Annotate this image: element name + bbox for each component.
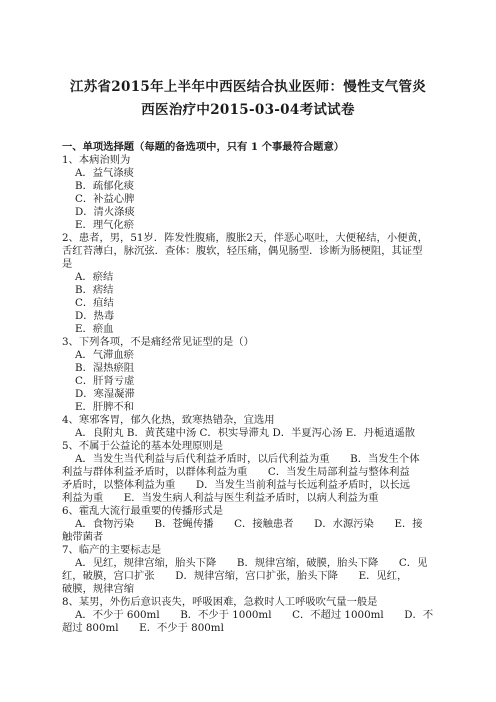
option-line: C．疽结	[75, 297, 114, 309]
question-line: 7、临产的主要标志是	[62, 544, 162, 556]
section-heading: 一、单项选择题（每题的备选项中，只有 1 个事最符合题意）	[62, 141, 345, 153]
question-line: 1、本病治则为	[62, 154, 131, 166]
option-line: C．补益心脾	[75, 193, 135, 205]
document-title-line2: 西医治疗中2015-03-04考试试卷	[141, 102, 355, 118]
option-line: E．肝脾不和	[75, 401, 135, 413]
option-line: C．肝肾亏虚	[75, 375, 135, 387]
option-line: B．痞结	[75, 284, 114, 296]
option-line: A．益气涤痰	[75, 167, 134, 179]
continuation-line: 是	[62, 258, 73, 270]
question-line: 3、下列各项，不是痛经常见证型的是（）	[62, 336, 254, 348]
continuation-line: 矛盾时，以整体利益为重 D．当发生当前利益与长远利益矛盾时，以长远	[62, 479, 411, 491]
question-line: 4、寒邪客胃，郁久化热，致寒热错杂，宜选用	[62, 414, 275, 426]
option-line: B．湿热瘀阻	[75, 362, 135, 374]
continuation-line: 破膜，规律宫缩	[62, 583, 135, 595]
continuation-line: 利益与群体利益矛盾时，以群体利益为重 C．当发生局部利益与整体利益	[62, 466, 410, 478]
option-line: D．寒湿凝滞	[75, 388, 135, 400]
option-line: A．不少于 600ml B．不少于 1000ml C．不超过 1000ml D．不	[75, 609, 434, 621]
question-line: 2、患者，男，51岁．阵发性腹痛，腹胀2天，伴恶心呕吐，大便秘结，小便黄，	[62, 232, 429, 244]
continuation-line: 利益为重 E．当发生病人利益与医生利益矛盾时，以病人利益为重	[62, 492, 379, 504]
question-line: 6、霍乱大流行最重要的传播形式是	[62, 505, 224, 517]
continuation-line: 红，破膜，宫口扩张 D．规律宫缩，宫口扩张，胎头下降 E．见红，	[62, 570, 408, 582]
question-line: 5、不属于公益论的基本处理原则是	[62, 440, 224, 452]
option-line: A．良附丸 B．黄芪建中汤 C．枳实导滞丸 D．半夏泻心汤 E．丹栀逍遥散	[75, 427, 416, 439]
option-line: D．清火涤痰	[75, 206, 135, 218]
document-title-line1: 江苏省2015年上半年中西医结合执业医师：慢性支气管炎	[69, 79, 427, 95]
option-line: A．见红，规律宫缩，胎头下降 B．规律宫缩，破膜，胎头下降 C．见	[75, 557, 428, 569]
continuation-line: 触带菌者	[62, 531, 104, 543]
option-line: E．瘀血	[75, 323, 114, 335]
question-line: 8、某男，外伤后意识丧失，呼吸困难，急救时人工呼吸吹气量一般是	[62, 596, 378, 608]
continuation-line: 超过 800ml E．不少于 800ml	[62, 622, 224, 634]
option-line: A．当发生当代利益与后代利益矛盾时，以后代利益为重 B．当发生个体	[75, 453, 420, 465]
option-line: A．气滞血瘀	[75, 349, 134, 361]
option-line: A．瘀结	[75, 271, 114, 283]
option-line: E．理气化瘀	[75, 219, 135, 231]
option-line: D．热毒	[75, 310, 115, 322]
continuation-line: 舌红苔薄白，脉沉弦．查体：腹软，轻压痛，偶见肠型．诊断为肠梗阻，其证型	[62, 245, 423, 257]
option-line: B．疏郁化痰	[75, 180, 135, 192]
option-line: A．食物污染 B．苍蝇传播 C．接触患者 D．水源污染 E．接	[75, 518, 423, 530]
